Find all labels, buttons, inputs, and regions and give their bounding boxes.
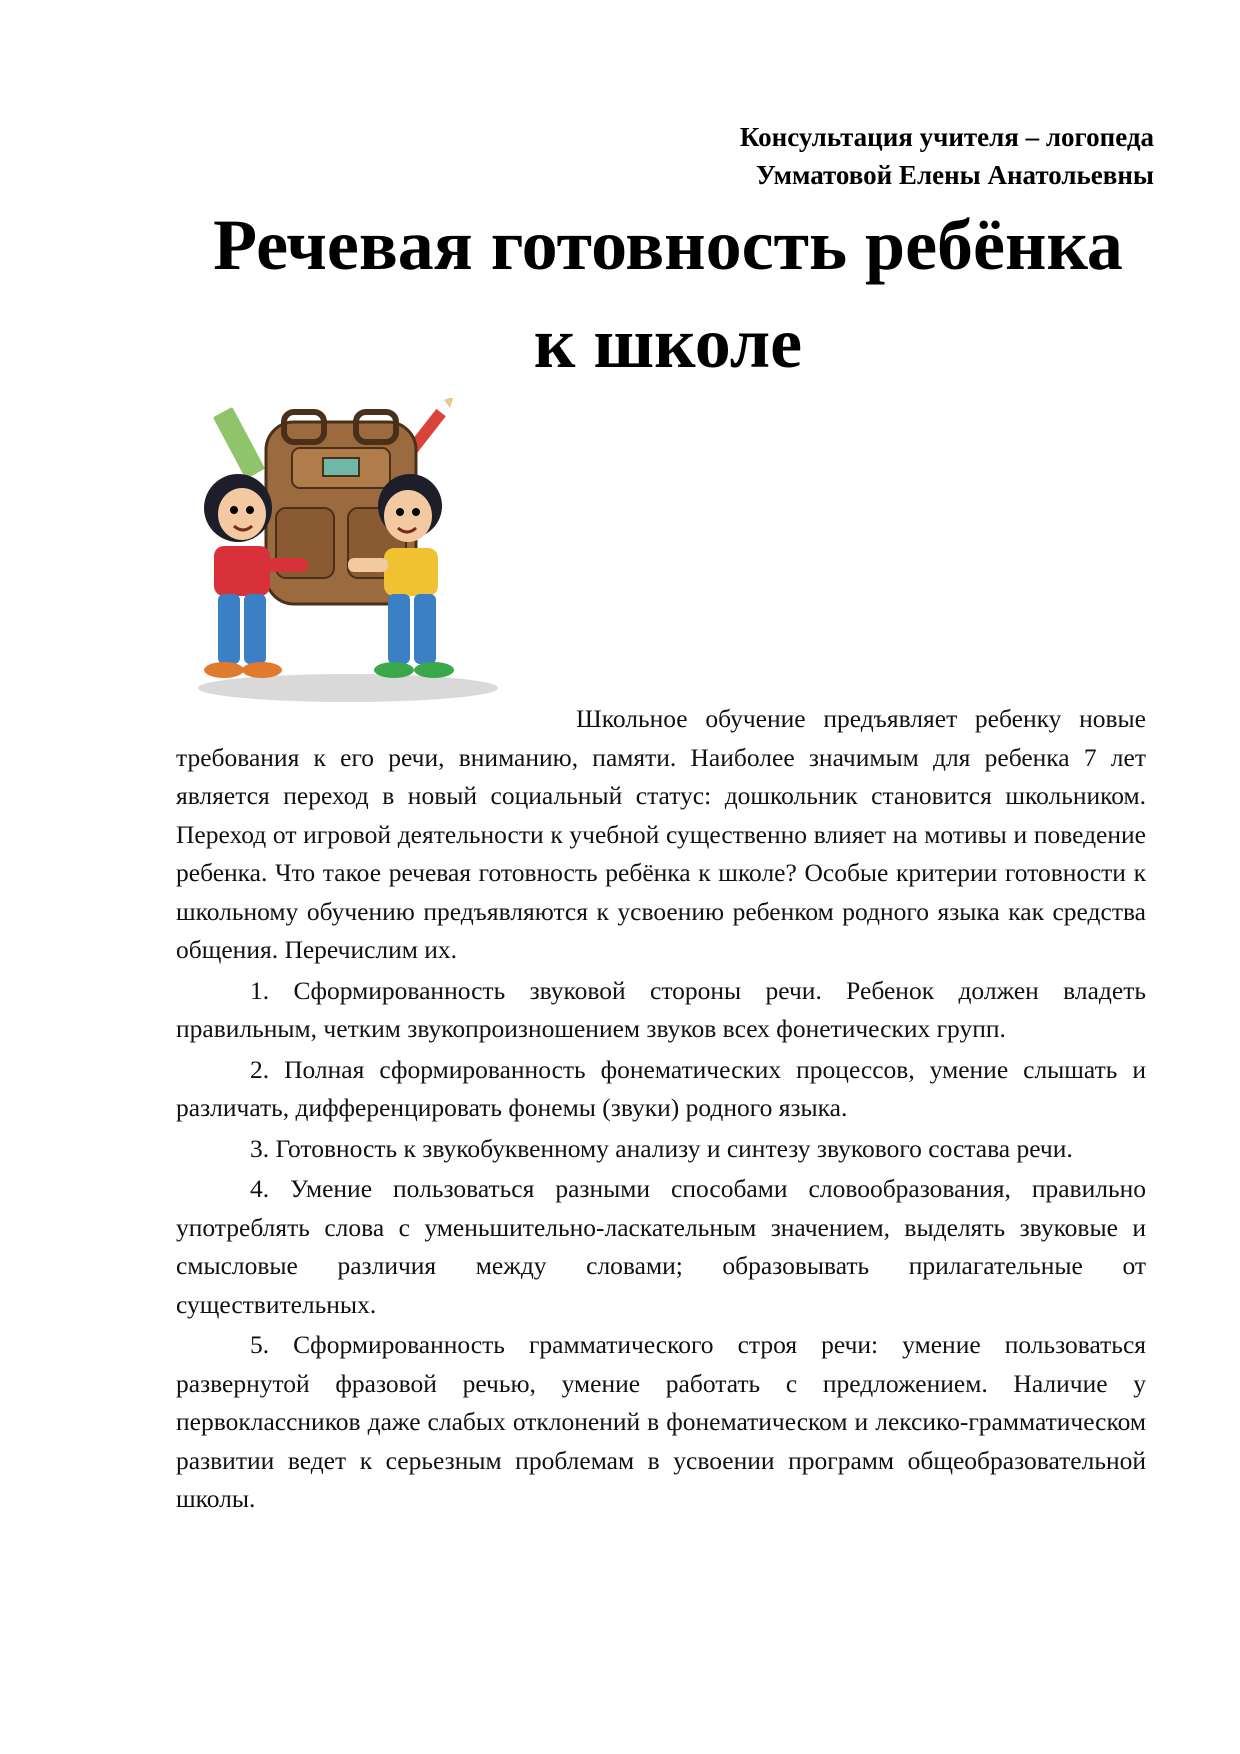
consultation-line-1: Консультация учителя – логопеда <box>739 122 1154 152</box>
consultation-line-2: Умматовой Елены Анатольевны <box>756 160 1154 190</box>
consultation-header <box>740 118 1154 194</box>
title-line-1: Речевая готовность ребёнка <box>213 205 1123 285</box>
criteria-item-2: 2. Полная сформированность фонематических процессов, умение слышать и различать, дифференцировать фонемы (звуки) родного языка. <box>176 1054 1146 1122</box>
criteria-item-3: 3. Готовность к звукобуквенному анализу и синтезу звукового состава речи. <box>250 1133 1073 1163</box>
criteria-item-1: 1. Сформированность звуковой стороны речи. Ребенок должен владеть правильным, четким звукопроизношением звуков всех фонетических групп. <box>176 975 1146 1043</box>
title-line-2: к школе <box>533 303 803 383</box>
children-carrying-backpack-illustration <box>188 398 506 706</box>
page-title <box>130 196 1206 392</box>
criteria-item-4: 4. Умение пользоваться разными способами словообразования, правильно употреблять слова с уменьшительно-ласкательным значением, выделять звуковые и смысловые различия между словами; образовывать прилагательные от существительных. <box>176 1174 1146 1319</box>
article-body <box>176 700 1146 1519</box>
intro-paragraph: Школьное обучение предъявляет ребенку новые требования к его речи, вниманию, памяти. Наиболее значимым для ребенка 7 лет является переход в новый социальный статус: дошкольник становится школьником. Переход от игровой деятельности к учебной существенно влияет на мотивы и поведение ребенка. Что такое речевая готовность ребёнка к школе? Особые критерии готовности к школьному обучению предъявляются к усвоению ребенком родного языка как средства общения. Перечислим их. <box>176 704 1146 964</box>
criteria-item-5: 5. Сформированность грамматического строя речи: умение пользоваться развернутой фразовой речью, умение работать с предложением. Наличие у первоклассников даже слабых отклонений в фонематическом и лексико-грамматическом развитии ведет к серьезным проблемам в усвоении программ общеобразовательной школы. <box>176 1330 1146 1513</box>
